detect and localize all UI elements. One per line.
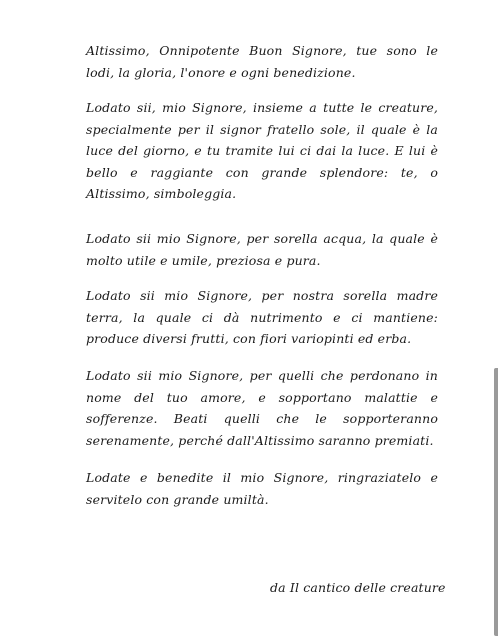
poem-paragraph-5: Lodato sii mio Signore, per quelli che perdonano in nome del tuo amore, e sopportano malattie e sofferenze. Beati quelli che le sopporteranno serenamente, perché dall'Altissimo saranno premiati.: [86, 368, 438, 448]
poem-paragraph-1: Altissimo, Onnipotente Buon Signore, tue sono le lodi, la gloria, l'onore e ogni benedizione.: [86, 43, 438, 80]
scrollbar[interactable]: [494, 368, 498, 636]
poem-paragraph-6: Lodate e benedite il mio Signore, ringraziatelo e servitelo con grande umiltà.: [86, 470, 438, 507]
poem-paragraph-4: Lodato sii mio Signore, per nostra sorella madre terra, la quale ci dà nutrimento e ci mantiene: produce diversi frutti, con fiori variopinti ed erba.: [86, 288, 438, 346]
poem-attribution: da Il cantico delle creature: [270, 580, 446, 595]
poem-paragraph-2: Lodato sii, mio Signore, insieme a tutte le creature, specialmente per il signor fratello sole, il quale è la luce del giorno, e tu tramite lui ci dai la luce. E lui è bello e raggiante con grande splendore: te, o Altissimo, simboleggia.: [86, 100, 438, 201]
poem-paragraph-3: Lodato sii mio Signore, per sorella acqua, la quale è molto utile e umile, preziosa e pura.: [86, 231, 438, 268]
